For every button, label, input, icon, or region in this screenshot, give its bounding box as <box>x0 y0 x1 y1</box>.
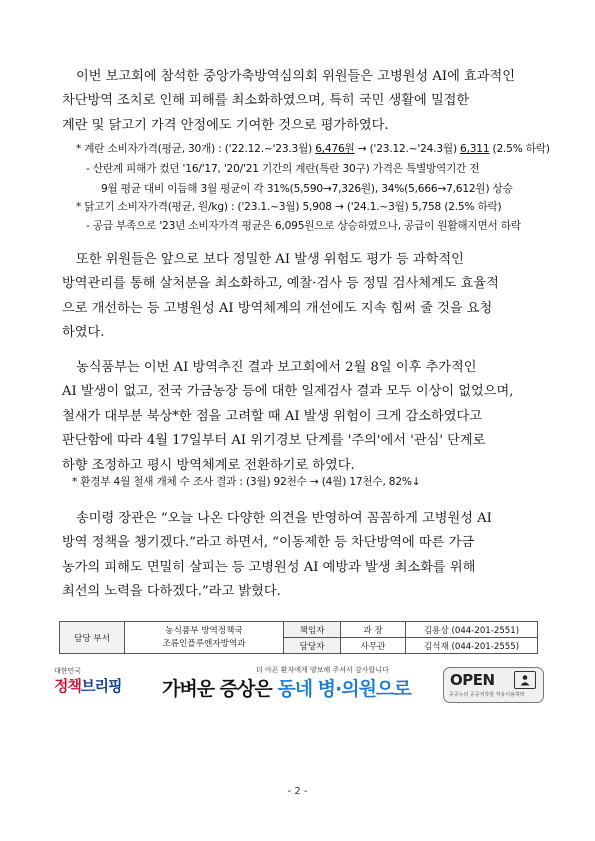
note-supply: - 공급 부족으로 '23년 소비자가격 평균은 6,095원으로 상승하였으나, 공급이 원활해지면서 하락 <box>86 220 521 232</box>
note-migratory-birds: * 환경부 4월 철새 개체 수 조사 결과 : (3월) 92천수 → (4월) 17천수, 82%↓ <box>72 476 421 488</box>
text-line: 계란 및 닭고기 가격 안정에도 기여한 것으로 평가하였다. <box>62 117 389 133</box>
open-caption: 공공누리 공공저작물 자유이용허락 <box>449 692 525 698</box>
text-line: 철새가 대부분 북상*한 점을 고려할 때 AI 발생 위험이 크게 감소하였다고 <box>62 408 482 424</box>
egg-price-after: 6,311 <box>460 143 490 155</box>
slogan: 가벼운 증상은 동네 병·의원으로 <box>162 678 411 700</box>
text-line: 농가의 피해도 면밀히 살피는 등 고병원성 AI 예방과 발생 최소화를 위해 <box>62 559 476 575</box>
person-icon <box>514 671 536 689</box>
logo-caption: 대한민국 <box>54 667 82 675</box>
open-license-badge[interactable] <box>443 667 544 703</box>
text-line: 최선의 노력을 다하겠다.”라고 밝혔다. <box>62 584 281 600</box>
text-line: 이번 보고회에 참석한 중앙가축방역심의회 위원들은 고병원성 AI에 효과적인 <box>76 69 515 84</box>
contact-table <box>59 621 538 654</box>
text-line: 송미령 장관은 “오늘 나온 다양한 의견을 반영하여 꼼꼼하게 고병원성 AI <box>76 511 492 526</box>
egg-price-before: 6,476원 <box>315 143 355 155</box>
text-line: 판단함에 따라 4월 17일부터 AI 위기경보 단계를 '주의'에서 '관심' 단계로 <box>62 433 486 449</box>
paragraph-request <box>62 248 546 346</box>
position: 과 장 <box>341 622 406 638</box>
text-line: 으로 개선하는 등 고병원성 AI 방역체계의 개선에도 지속 힘써 줄 것을 요청 <box>62 300 493 316</box>
text-line: 차단방역 조치로 인해 피해를 최소화하였으며, 특히 국민 생활에 밀접한 <box>62 93 470 109</box>
text-line: AI 발생이 없고, 전국 가금농장 등에 대한 일제검사 결과 모두 이상이 없었으며, <box>62 384 514 400</box>
text-line: 또한 위원들은 앞으로 보다 정밀한 AI 발생 위험도 평가 등 과학적인 <box>76 252 464 267</box>
policy-briefing-logo[interactable]: 정책브리핑 <box>54 677 122 695</box>
dept-label: 담당 부서 <box>60 622 125 654</box>
text-line: 하향 조정하고 평시 방역체계로 전환하기로 하였다. <box>62 457 355 473</box>
note-layer-damage-cont: 9월 평균 대비 이듬해 3월 평균이 각 31%(5,590→7,326원), 34%(5,666→7,612원) 상승 <box>101 183 513 195</box>
footer-banner <box>54 664 542 704</box>
page-number: - 2 - <box>287 786 308 797</box>
note-egg-price: * 계란 소비자가격(평균, 30개) : ('22.12.~'23.3월) 6,476원 → ('23.12.~'24.3월) 6,311 (2.5% 하락) <box>76 143 550 155</box>
paragraph-evaluation <box>62 65 546 138</box>
role-label: 책임자 <box>284 622 341 638</box>
slogan-caption: 더 아픈 환자에게 양보해 주셔서 감사합니다 <box>256 666 389 674</box>
person-contact: 김용상 (044-201-2551) <box>406 622 538 638</box>
text-line: 방역관리를 통해 살처분을 최소화하고, 예찰·검사 등 정밀 검사체계도 효율적 <box>62 276 499 292</box>
text-line: 하였다. <box>62 325 105 341</box>
paragraph-alert-level <box>62 356 546 478</box>
person-contact: 김석재 (044-201-2555) <box>406 638 538 654</box>
paragraph-minister-quote <box>62 507 546 605</box>
text-line: 농식품부는 이번 AI 방역추진 결과 보고회에서 2월 8일 이후 추가적인 <box>76 360 477 375</box>
text-line: 방역 정책을 챙기겠다.”라고 하면서, “이동제한 등 차단방역에 따른 가금 <box>62 535 475 551</box>
note-chicken-price: * 닭고기 소비자가격(평균, 원/kg) : ('23.1.~3월) 5,908 → ('24.1.~3월) 5,758 (2.5% 하락) <box>76 201 502 213</box>
note-layer-damage: - 산란계 피해가 컸던 '16/'17, '20/'21 기간의 계란(특란 30구) 가격은 특별방역기간 전 <box>86 163 480 175</box>
position: 사무관 <box>341 638 406 654</box>
role-label: 담당자 <box>284 638 341 654</box>
open-label: OPEN <box>450 671 495 689</box>
dept-name: 농식품부 방역정책국 조류인플루엔자방역과 <box>125 622 284 654</box>
